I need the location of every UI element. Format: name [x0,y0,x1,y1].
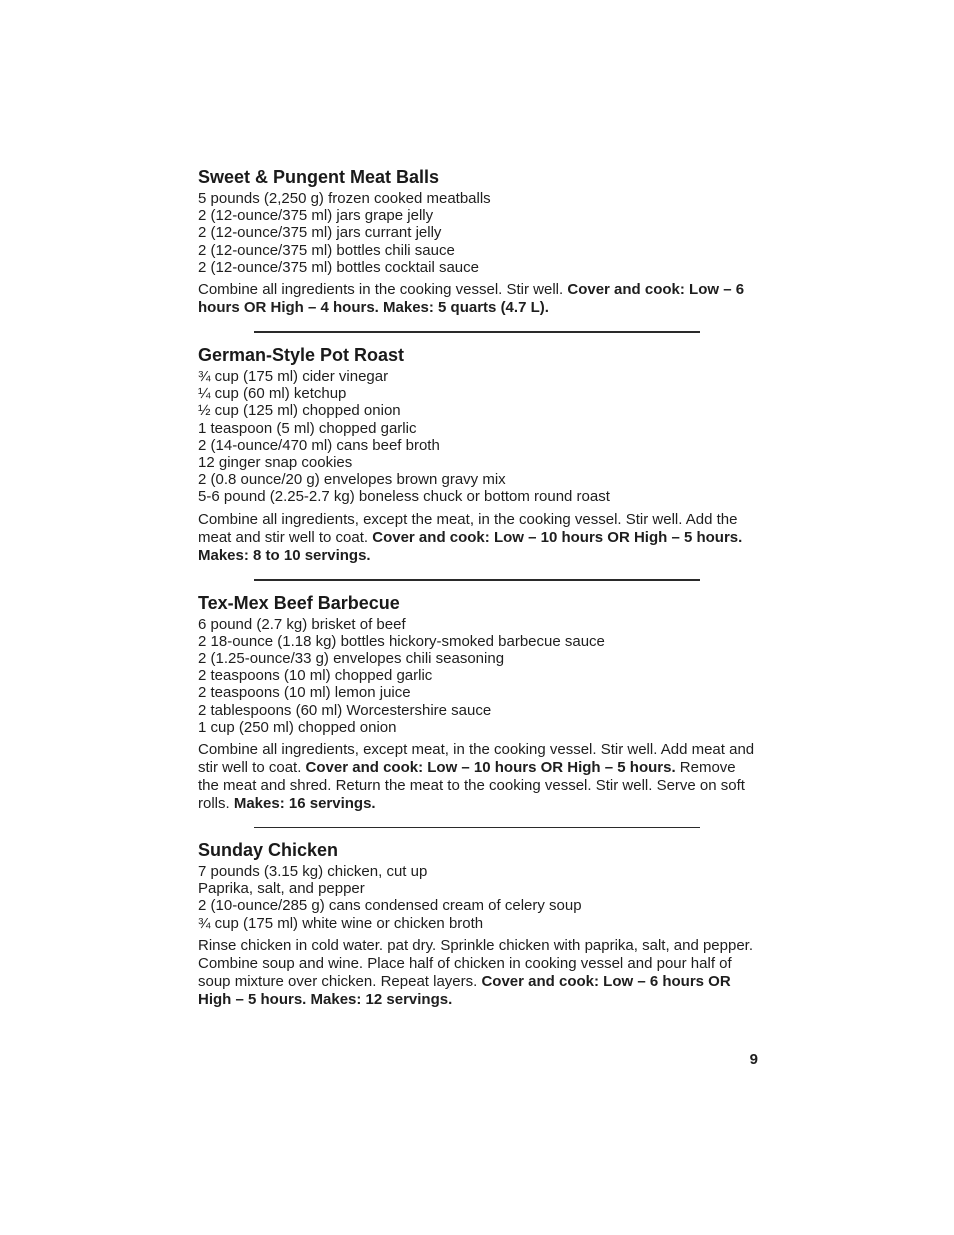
page-number: 9 [749,1051,758,1068]
ingredient-item: 2 (1.25-ounce/33 g) envelopes chili seasoning [198,650,505,668]
method-cook-instructions: Cover and cook: Low – 10 hours OR High – 5 hours. [305,759,676,777]
ingredient-item: 5 pounds (2,250 g) frozen cooked meatballs [198,190,491,207]
ingredient-item: ¼ cup (60 ml) ketchup [198,385,347,403]
recipe-method [198,741,760,813]
ingredient-item: 12 ginger snap cookies [198,454,353,472]
ingredient-item: 2 (10-ounce/285 g) cans condensed cream of celery soup [198,897,582,915]
recipe-method [198,937,760,1009]
ingredient-item: ¾ cup (175 ml) white wine or chicken broth [198,914,484,932]
ingredient-item: 1 teaspoon (5 ml) chopped garlic [198,419,417,437]
recipe-title: Sweet & Pungent Meat Balls [198,167,440,187]
recipe-page [198,166,760,1009]
ingredient-item: ½ cup (125 ml) chopped onion [198,402,401,420]
section-divider [254,827,700,828]
method-cook-instructions: Cover and cook: Low – 10 hours OR High – 5 hours. Makes: 8 to 10 servings. [198,528,743,564]
method-yield: Makes: 16 servings. [233,795,376,813]
recipe-title: German-Style Pot Roast [198,345,405,366]
ingredient-list [198,190,760,276]
ingredient-item: 1 cup (250 ml) chopped onion [198,718,397,736]
ingredient-item: Paprika, salt, and pepper [198,880,365,898]
ingredient-list [198,368,760,506]
recipe-german-style-pot-roast [198,344,760,565]
ingredient-item: 6 pound (2.7 kg) brisket of beef [198,615,406,633]
ingredient-item: ¾ cup (175 ml) cider vinegar [198,368,389,386]
ingredient-item: 2 (12-ounce/375 ml) jars grape jelly [198,207,434,225]
ingredient-item: 2 (12-ounce/375 ml) bottles chili sauce [198,241,455,259]
ingredient-item: 5-6 pound (2.25-2.7 kg) boneless chuck or bottom round roast [198,488,610,506]
ingredient-item: 2 teaspoons (10 ml) lemon juice [198,684,411,702]
ingredient-list [198,863,760,932]
ingredient-item: 7 pounds (3.15 kg) chicken, cut up [198,863,428,881]
method-text: Combine all ingredients in the cooking vessel. Stir well. [198,281,568,299]
recipe-method [198,511,760,565]
recipe-sunday-chicken [198,839,760,1009]
ingredient-item: 2 (14-ounce/470 ml) cans beef broth [198,436,440,454]
method-text: Remove the meat and shred. Return the meat to the cooking vessel. Stir well. Serve on soft rolls. [198,759,745,813]
method-text: Rinse chicken in cold water. pat dry. Sprinkle chicken with paprika, salt, and pepper. Combine soup and wine. Place half of chicken in cooking vessel and pour half of soup mixture over chicken. Repeat layers. [198,936,754,990]
method-cook-instructions: Cover and cook: Low – 6 hours OR High – 5 hours. Makes: 12 servings. [198,972,731,1008]
recipe-sweet-pungent-meat-balls [198,166,760,317]
section-divider [254,331,700,333]
recipe-method [198,281,760,317]
ingredient-item: 2 18-ounce (1.18 kg) bottles hickory-smoked barbecue sauce [198,632,605,650]
ingredient-item: 2 (12-ounce/375 ml) jars currant jelly [198,224,442,242]
ingredient-item: 2 (0.8 ounce/20 g) envelopes brown gravy mix [198,471,506,489]
method-text: Combine all ingredients, except meat, in the cooking vessel. Stir well. Add meat and stir well to coat. [198,741,755,777]
ingredient-list [198,616,760,736]
method-cook-instructions: Cover and cook: Low – 6 hours OR High – 4 hours. Makes: 5 quarts (4.7 L). [198,281,745,317]
ingredient-item: 2 teaspoons (10 ml) chopped garlic [198,667,433,685]
recipe-title: Tex-Mex Beef Barbecue [198,592,400,613]
recipe-title: Sunday Chicken [198,840,339,861]
recipe-tex-mex-beef-barbecue [198,592,760,813]
ingredient-item: 2 (12-ounce/375 ml) bottles cocktail sauce [198,258,479,276]
ingredient-item: 2 tablespoons (60 ml) Worcestershire sauce [198,701,492,719]
section-divider [254,579,700,581]
method-text: Combine all ingredients, except the meat, in the cooking vessel. Stir well. Add the meat and stir well to coat. [198,510,738,546]
